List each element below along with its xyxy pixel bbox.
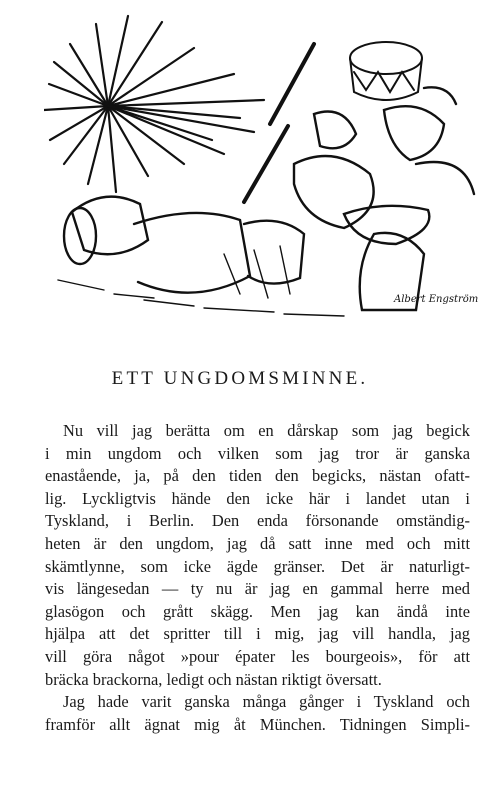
light-burst <box>44 16 264 192</box>
drum <box>350 42 422 100</box>
text-line: Jag hade varit ganska många gånger i Tyskland och <box>63 692 470 712</box>
chapter-title: ETT UNGDOMSMINNE. <box>111 368 369 389</box>
musicians <box>294 87 474 310</box>
body-text <box>45 420 470 736</box>
clarinet <box>244 44 314 202</box>
chapter-illustration <box>44 14 478 320</box>
text-line: vill göra något »pour épater les bourgeois», för att <box>45 646 470 666</box>
text-line: hjälpa att det spritter till i mig, jag vill handla, jag <box>45 624 470 644</box>
text-line: Nu vill jag berätta om en dårskap som jag begick <box>63 421 470 440</box>
text-line: glasögon och grått skägg. Men jag kan ändå inte <box>45 601 470 621</box>
festive-music-scene-illustration <box>44 14 478 320</box>
text-line: framför allt ägnat mig åt München. Tidningen Simpli- <box>45 714 470 734</box>
text-line: bräcka brackorna, ledigt och nästan riktigt översatt. <box>45 669 382 689</box>
paragraph-1 <box>45 420 470 691</box>
text-line: lig. Lyckligtvis hände den icke här i landet utan i <box>45 488 470 508</box>
paragraph-2 <box>45 691 470 736</box>
text-line: Tyskland, i Berlin. Den enda försonande omständig- <box>45 511 470 531</box>
tuba <box>64 197 304 293</box>
text-line: i min ungdom och vilken som jag tror är ganska <box>45 443 470 463</box>
text-line: enastående, ja, på den tiden den begicks, nästan ofatt- <box>45 466 470 486</box>
text-line: heten är den ungdom, jag då satt inne med och mitt <box>45 533 470 553</box>
artist-signature: Albert Engström <box>394 294 478 305</box>
text-line: vis längesedan — ty nu är jag en gammal herre med <box>45 579 470 599</box>
text-line: skämtlynne, som icke ägde gränser. Det är naturligt- <box>45 556 470 576</box>
